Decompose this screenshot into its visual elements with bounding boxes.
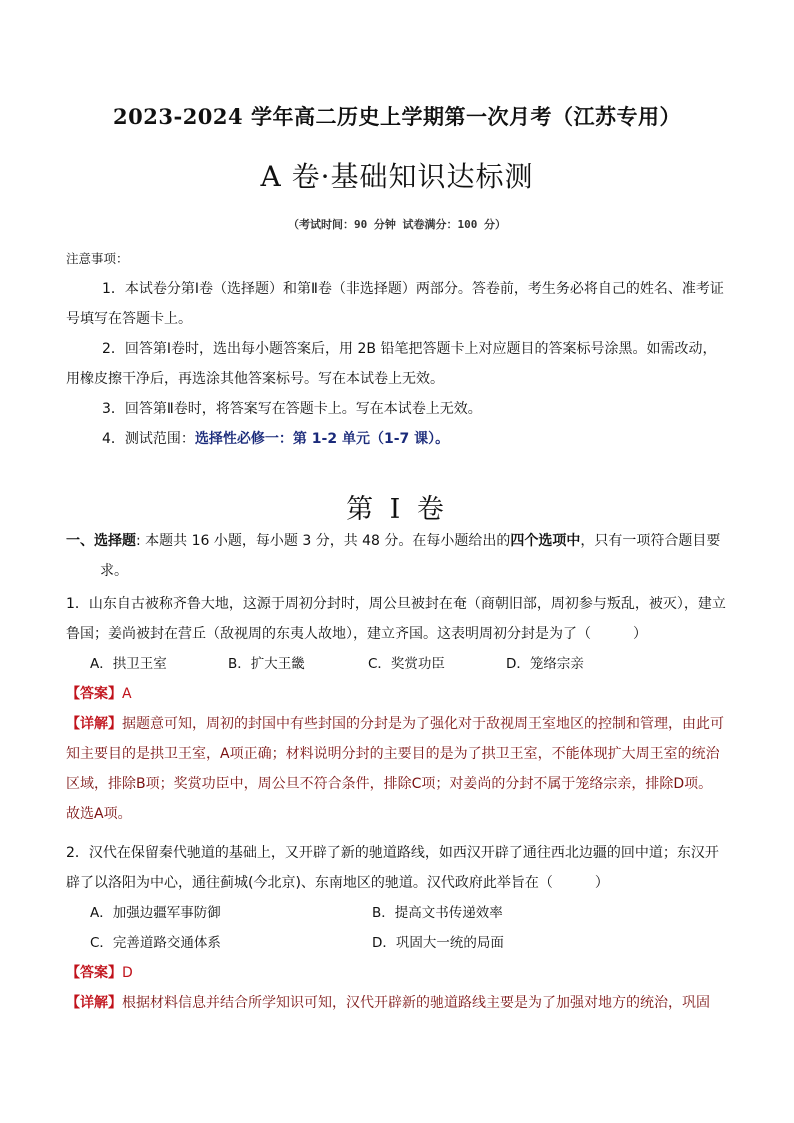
exam-info: （考试时间：90 分钟 试卷满分：100 分） xyxy=(288,218,506,231)
question-1 xyxy=(66,589,726,829)
notice-item-range xyxy=(66,424,726,454)
intro-bold: 四个选项中 xyxy=(510,533,581,549)
detail-line xyxy=(66,988,726,1018)
question-stem: 1．山东自古被称齐鲁大地，这源于周初分封时，周公旦被封在奄（商朝旧部，周初参与叛乱，被灭），建立鲁国；姜尚被封在营丘（敌视周的东夷人故地），建立齐国。这表明周初分封是为了（ ） xyxy=(66,596,726,642)
option-c: C．完善道路交通体系 xyxy=(90,935,221,951)
section-intro xyxy=(66,526,726,586)
detail-label: 【详解】 xyxy=(66,716,122,732)
question-2 xyxy=(66,838,726,1018)
page-subtitle: A 卷·基础知识达标测 xyxy=(260,160,534,193)
question-options xyxy=(66,649,726,679)
intro-prefix: 一、选择题 xyxy=(66,533,136,549)
option-c: C．奖赏功臣 xyxy=(368,656,445,672)
section-title: 第 I 卷 xyxy=(346,494,448,525)
option-d: D．巩固大一统的局面 xyxy=(372,935,504,951)
range-value: 选择性必修一：第 1-2 单元（1-7 课）。 xyxy=(194,431,450,447)
question-stem: 2．汉代在保留秦代驰道的基础上，又开辟了新的驰道路线，如西汉开辟了通往西北边疆的回中道；东汉开辟了以洛阳为中心，通往蓟城(今北京)、东南地区的驰道。汉代政府此举旨在（ ） xyxy=(66,845,719,891)
range-label: 4．测试范围： xyxy=(102,431,195,447)
option-b: B．扩大王畿 xyxy=(228,656,305,672)
answer-value: D xyxy=(122,965,133,981)
notice-list xyxy=(66,274,726,454)
option-b: B．提高文书传递效率 xyxy=(372,905,503,921)
detail-text: 据题意可知，周初的封国中有些封国的分封是为了强化对于敌视周王室地区的控制和管理，由此可知主要目的是拱卫王室，A项正确；材料说明分封的主要目的是为了拱卫王室，不能体现扩大周王室的统治区域，排除B项；奖赏功臣中，周公旦不符合条件，排除C项；对姜尚的分封不属于笼络宗亲，排除D项。故选A项。 xyxy=(66,716,724,822)
answer-label: 【答案】 xyxy=(66,686,122,702)
question-options xyxy=(66,898,726,958)
answer-label: 【答案】 xyxy=(66,965,122,981)
answer-line xyxy=(66,679,726,709)
detail-line xyxy=(66,709,726,829)
notice-item: 3．回答第Ⅱ卷时，将答案写在答题卡上。写在本试卷上无效。 xyxy=(102,401,482,417)
page-title: 2023-2024 学年高二历史上学期第一次月考（江苏专用） xyxy=(113,104,681,129)
answer-value: A xyxy=(122,686,132,702)
intro-suffix: ，只有一项符合题目要求。 xyxy=(100,533,721,579)
option-a: A．加强边疆军事防御 xyxy=(90,905,221,921)
notice-item: 2．回答第Ⅰ卷时，选出每小题答案后，用 2B 铅笔把答题卡上对应题目的答案标号涂黑。如需改动，用橡皮擦干净后，再选涂其他答案标号。写在本试卷上无效。 xyxy=(66,341,717,387)
intro-text: : 本题共 16 小题，每小题 3 分，共 48 分。在每小题给出的 xyxy=(136,533,511,549)
option-a: A．拱卫王室 xyxy=(90,656,167,672)
option-d: D．笼络宗亲 xyxy=(506,656,584,672)
detail-text: 根据材料信息并结合所学知识可知，汉代开辟新的驰道路线主要是为了加强对地方的统治，巩固 xyxy=(122,995,710,1011)
answer-line xyxy=(66,958,726,988)
detail-label: 【详解】 xyxy=(66,995,122,1011)
notice-heading: 注意事项： xyxy=(66,251,129,266)
notice-item: 1．本试卷分第Ⅰ卷（选择题）和第Ⅱ卷（非选择题）两部分。答卷前，考生务必将自己的姓名、准考证号填写在答题卡上。 xyxy=(66,281,724,327)
